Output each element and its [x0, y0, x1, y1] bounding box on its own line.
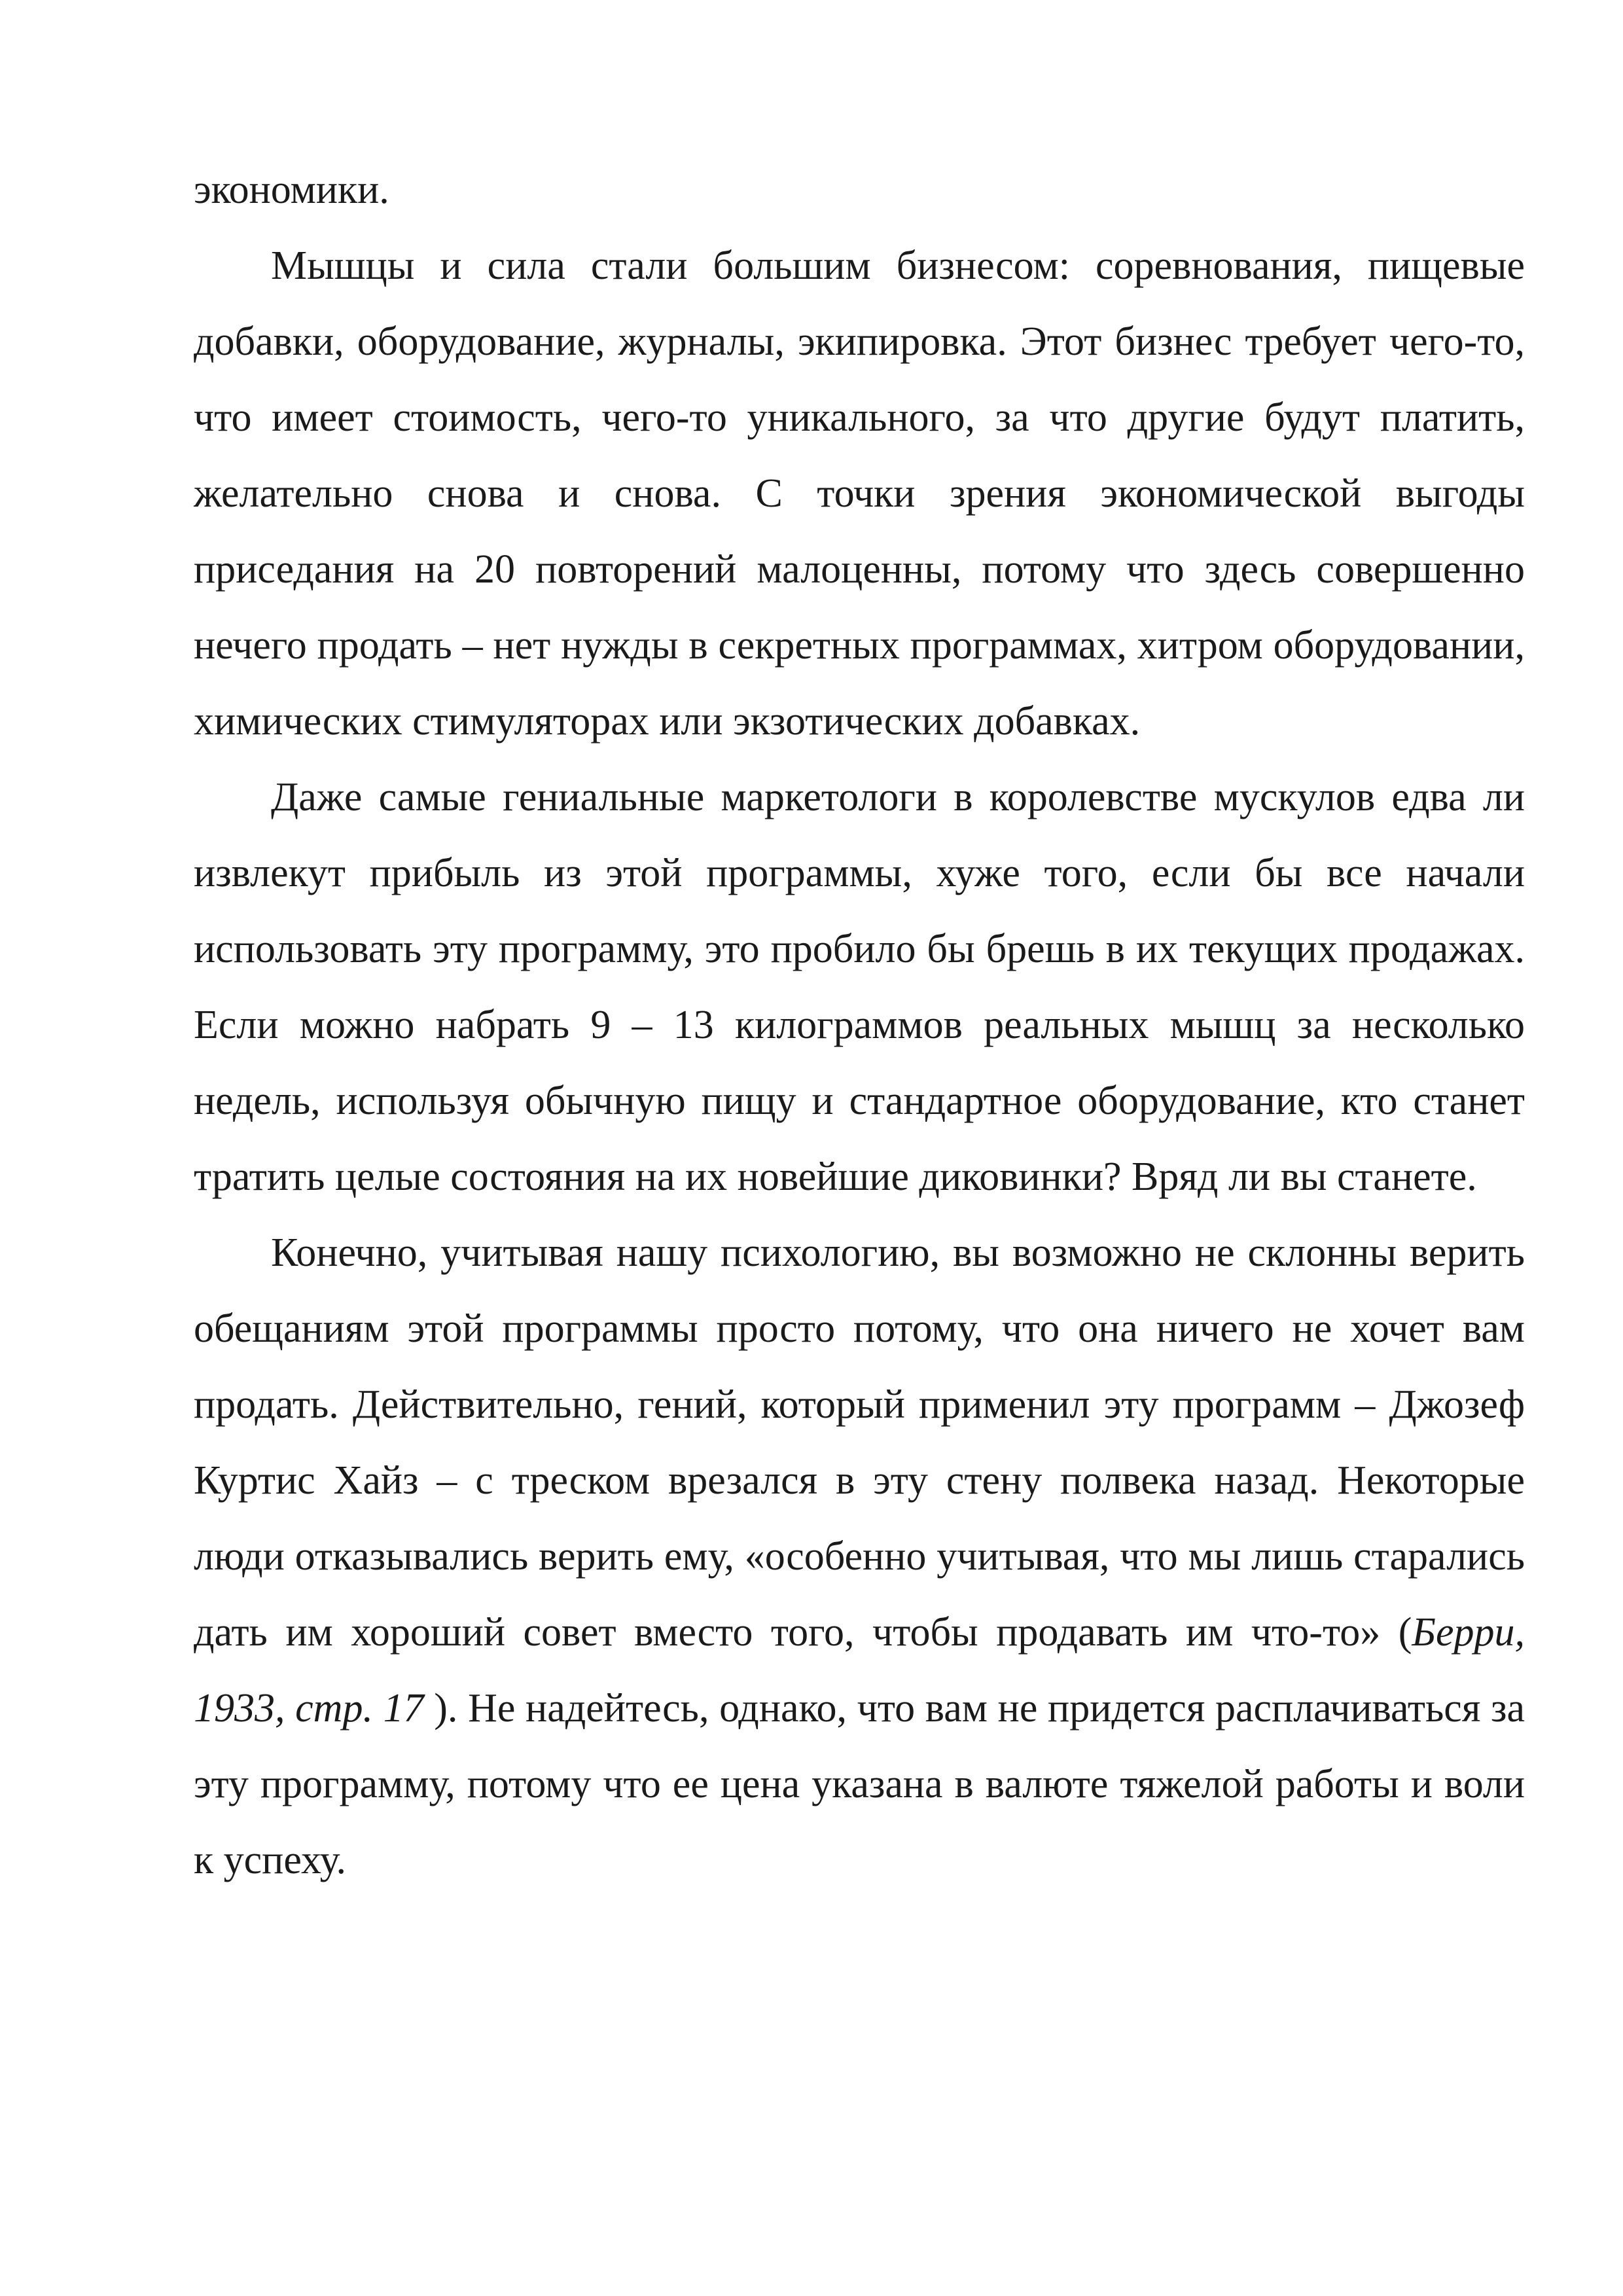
citation: Берри, 1933, стр. 17: [194, 1610, 1525, 1731]
paragraph-continuation: экономики.: [194, 168, 389, 212]
body-text: [194, 152, 1525, 1898]
paragraph-marketers: Даже самые гениальные маркетологи в королевстве мускулов едва ли извлекут прибыль из этой программы, хуже того, если бы все начали использовать эту программу, это пробило бы брешь в их текущих продажах. Если можно набрать 9 – 13 килограммов реальных мышц за несколько недель, используя обычную пищу и стандартное оборудование, кто станет тратить целые состояния на их новейшие диковинки? Вряд ли вы станете.: [194, 775, 1525, 1199]
paragraph-business: Мышцы и сила стали большим бизнесом: соревнования, пищевые добавки, оборудование, журналы, экипировка. Этот бизнес требует чего-то, что имеет стоимость, чего-то уникального, за что другие будут платить, желательно снова и снова. С точки зрения экономической выгоды приседания на 20 повторений малоценны, потому что здесь совершенно нечего продать – нет нужды в секретных программах, хитром оборудовании, химических стимуляторах или экзотических добавках.: [194, 243, 1525, 744]
paragraph-psychology: [194, 1215, 1525, 1898]
paragraph-psychology-text-end: ). Не надейтесь, однако, что вам не придется расплачиваться за эту программу, потому что ее цена указана в валюте тяжелой работы и воли к успеху.: [194, 1686, 1525, 1882]
paragraph-psychology-text: Конечно, учитывая нашу психологию, вы возможно не склонны верить обещаниям этой программы просто потому, что она ничего не хочет вам продать. Действительно, гений, который применил эту программ – Джозеф Куртис Хайз – с треском врезался в эту стену полвека назад. Некоторые люди отказывались верить ему, «особенно учитывая, что мы лишь старались дать им хороший совет вместо того, чтобы продавать им что-то» (: [194, 1230, 1525, 1655]
